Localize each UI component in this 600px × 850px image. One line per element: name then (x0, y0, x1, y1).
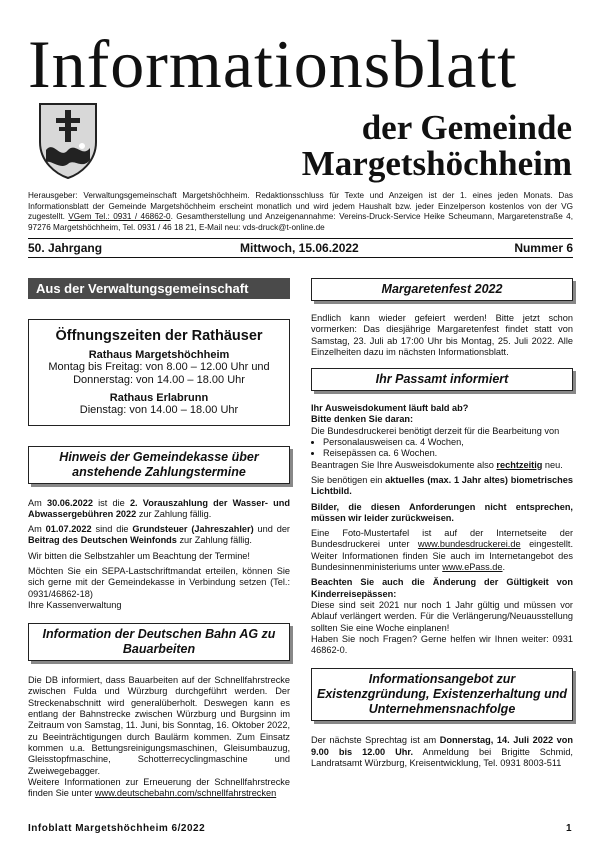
text: Der nächste Sprechtag ist am (311, 735, 440, 746)
list-item: • Personalausweisen ca. 4 Wochen, (323, 437, 573, 448)
opening-hours-box (28, 319, 290, 426)
passamt-q1: Ihr Ausweisdokument läuft bald ab? (311, 403, 469, 414)
kasse-sepa: Möchten Sie ein SEPA-Lastschriftmandat erteilen, können Sie sich gerne mit der Gemeindekasse in Verbindung setzen (Tel.: 0931/46862-18) (28, 565, 290, 599)
text: zur Zahlung fällig. (136, 508, 212, 519)
text: Anmeldung bei Brigitte Schmid, Landratsamt Würzburg, Kreisentwicklung, Tel. 0931 8003-511 (311, 746, 573, 769)
text-am: Am (28, 524, 46, 535)
issue-bar (28, 238, 573, 258)
text: sind die (91, 524, 133, 535)
kids-heading: Beachten Sie auch die Änderung der Gültigkeit von Kinderreisepässen: (311, 577, 573, 599)
kasse-body (28, 498, 290, 612)
passamt-q2: Bitte denken Sie daran: (311, 414, 414, 425)
passamt-reject: Bilder, die diesen Anforderungen nicht entsprechen, müssen wir leider zurückweisen. (311, 501, 573, 523)
rechtzeitig: rechtzeitig (496, 459, 543, 470)
publisher-text-a: Herausgeber: Verwaltungsgemeinschaft Margetshöchheim. Redaktionsschluss für Texte und Anzeigen ist der 1. eines jeden Monats. Das Informationsblatt der Gemeinde Margetshöchheim erscheint monatlich und wird jedem Haushalt bzw. jeder Einzelperson kostenlos von der VG zugestellt. (28, 191, 573, 222)
text: . (502, 562, 506, 573)
text: Sie benötigen ein (311, 474, 386, 485)
passamt-body (311, 403, 573, 656)
epass-link[interactable]: www.ePass.de (442, 562, 503, 573)
bahn-link[interactable]: www.deutschebahn.com/schnellfahrstrecken (94, 788, 277, 799)
issue-date: Mittwoch, 15.06.2022 (240, 241, 359, 255)
footer-title: Infoblatt Margetshöchheim 6/2022 (28, 823, 206, 834)
text: Beantragen Sie Ihre Ausweisdokumente also (311, 459, 497, 470)
office1-hours2: Donnerstag: von 14.00 – 18.00 Uhr (73, 373, 245, 386)
bahn-text: Die DB informiert, dass Bauarbeiten auf der Schnellfahrstrecke zwischen Fulda und Würzburg durchgeführt werden. Der Streckenabschnitt wird generalüberholt. Deswegen kann es entlang der Bahnstrecke zwischen Würzburg und Burgsinn im Zeitraum von Samstag, 11. Juni, bis Sonntag, 16. Oktober 2022, zu Beeinträchtigungen durch Baulärm kommen. Zum Einsatz kommen u.a. Bettungsreinigungsmaschinen, Gleisumbauzug, Gleisstopfmaschine, Schotterrecyclingmaschine und Zweiwegebagger. (28, 675, 290, 776)
text: eingestellt. Weiter Informationen finden Sie auch im Internetangebot des Bundesinnenministeriums unter (311, 539, 573, 573)
text: ist die (92, 497, 130, 508)
fest-heading: Margaretenfest 2022 (311, 278, 573, 301)
text: Eine Foto-Mustertafel ist auf der Internetseite der Bundesdruckerei unter (311, 528, 573, 550)
page-number: 1 (566, 823, 572, 834)
bahn-more-text: Weitere Informationen zur Erneuerung der Schnellfahrstrecke finden Sie unter (28, 776, 290, 799)
bahn-body (28, 675, 290, 799)
vgem-phone: VGem Tel.: 0931 / 46862-0 (68, 212, 171, 222)
issue-number: Nummer 6 (514, 241, 573, 255)
text: zur Zahlung fällig. (176, 535, 252, 546)
text-am: Am (28, 497, 47, 508)
kids-question: Haben Sie noch Fragen? Gerne helfen wir Ihnen weiter: 0931 46862-0. (311, 633, 573, 656)
kasse-heading: Hinweis der Gemeindekasse über anstehende Zahlungstermine (28, 446, 290, 484)
date-01-07: 01.07.2022 (45, 524, 92, 535)
fest-body: Endlich kann wieder gefeiert werden! Bitte jetzt schon vormerken: Das diesjährige Margaretenfest findet statt von Samstag, 23. Juli ab 17:00 Uhr bis Montag, 25. Juli 2022. Alle Einzelheiten dazu im nächsten Informationsblatt. (311, 313, 573, 357)
passamt-intro: Die Bundesdruckerei benötigt derzeit für die Bearbeitung von (311, 425, 560, 436)
left-column (28, 278, 290, 803)
right-column (311, 278, 573, 773)
masthead-subtitle-line1: der Gemeinde (361, 108, 572, 147)
publisher-text-b: . Gesamtherstellung und Anzeigenannahme: Vereins-Druck-Service Heike Scheumann, Margaretenstraße 4, 97276 Margetshöchheim, Tel. 0931 / 46 18 21, E-Mail neu: vds-druck@t-online.de (28, 212, 574, 232)
sprechtag-date: Donnerstag, 14. Juli 2022 von 9.00 bis 12.00 Uhr. (311, 735, 573, 757)
photo-requirement: aktuelles (max. 1 Jahr altes) biometrisches Lichtbild. (311, 474, 573, 497)
list-item: • Reisepässen ca. 6 Wochen. (323, 448, 573, 459)
vorauszahlung: 2. Vorauszahlung der Wasser- und Abwassergebühren 2022 (28, 497, 291, 519)
passamt-heading: Ihr Passamt informiert (311, 368, 573, 391)
office2-name: Rathaus Erlabrunn (109, 392, 209, 404)
masthead-subtitle-line2: Margetshöchheim (301, 144, 572, 183)
processing-list (311, 437, 573, 460)
bahn-heading: Information der Deutschen Bahn AG zu Bauarbeiten (28, 623, 290, 661)
office1-name: Rathaus Margetshöchheim (88, 349, 230, 361)
grundsteuer: Grundsteuer (Jahreszahler) (132, 524, 254, 535)
office1-hours1: Montag bis Freitag: von 8.00 – 12.00 Uhr und (48, 361, 270, 373)
date-30-06: 30.06.2022 (46, 497, 93, 508)
section-header: Aus der Verwaltungsgemeinschaft (28, 278, 290, 299)
kasse-signature: Ihre Kassenverwaltung (28, 599, 122, 610)
text: neu. (542, 459, 563, 470)
coat-of-arms-icon (36, 100, 100, 180)
existenz-body (311, 735, 573, 769)
office2-hours: Dienstag: von 14.00 – 18.00 Uhr (79, 404, 239, 416)
kasse-reminder: Wir bitten die Selbstzahler um Beachtung der Termine! (28, 550, 250, 561)
weinfonds: Beitrag des Deutschen Weinfonds (28, 535, 177, 546)
publisher-info (28, 191, 573, 233)
text: und der (253, 524, 290, 535)
existenz-heading: Informationsangebot zur Existenzgründung, Existenzerhaltung und Unternehmensnachfolge (311, 668, 573, 721)
kids-body: Diese sind seit 2021 nur noch 1 Jahr gültig und müssen vor Ablauf verlängert werden. Für die Verlängerung/Neuausstellung sollten Sie eine Woche einplanen! (311, 599, 573, 633)
opening-hours-title: Öffnungszeiten der Rathäuser (55, 328, 263, 344)
issue-volume: 50. Jahrgang (28, 241, 103, 255)
masthead-title: Informationsblatt (28, 26, 518, 102)
bundesdruckerei-link[interactable]: www.bundesdruckerei.de (417, 539, 521, 550)
